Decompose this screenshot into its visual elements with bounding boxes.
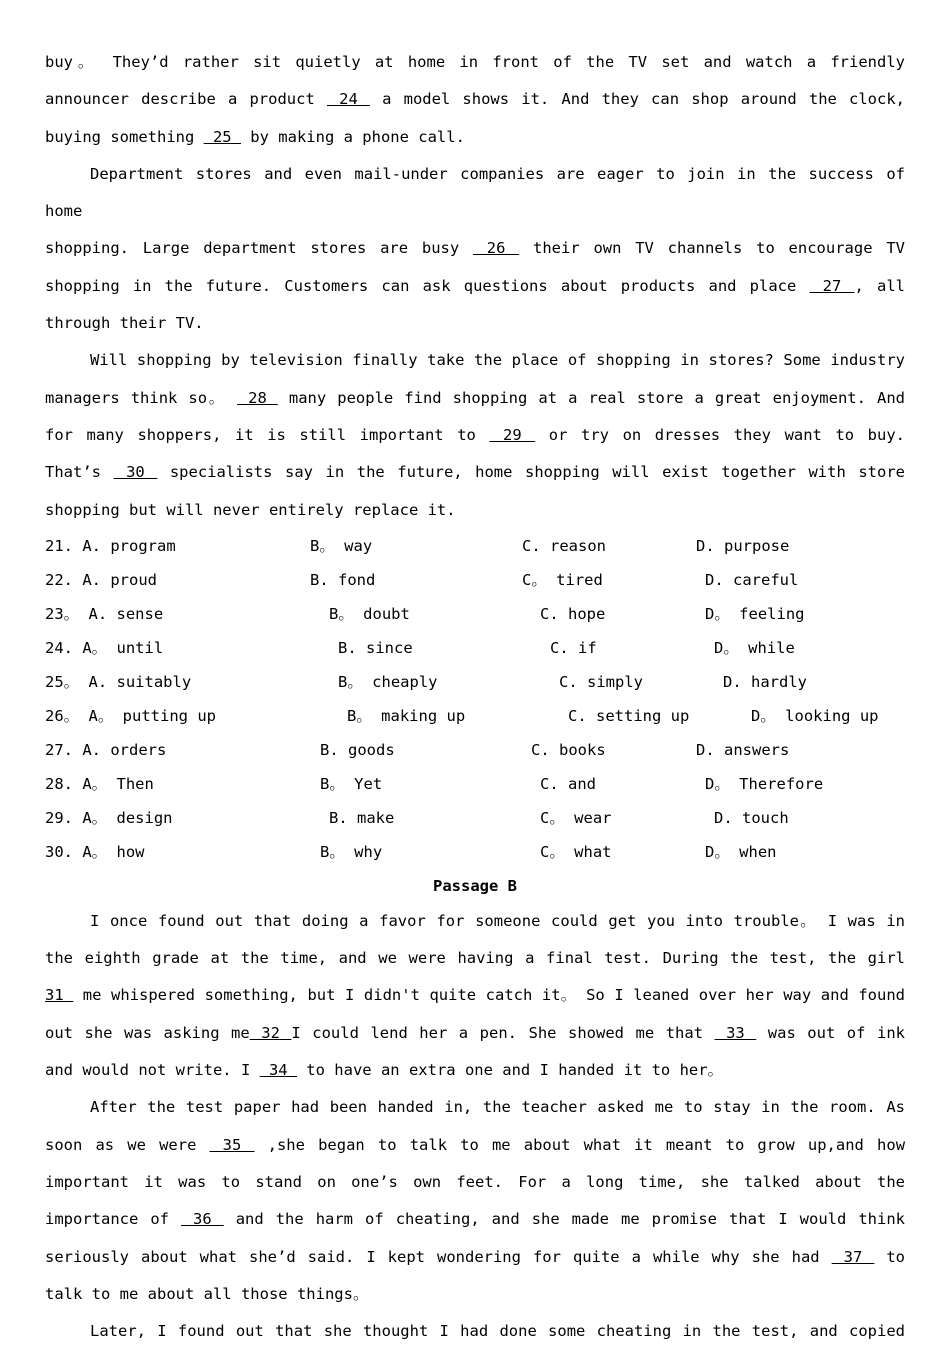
- text-line: importance of 36 and the harm of cheating, and she made me promise that I would think: [45, 1210, 905, 1229]
- blank-36: 36: [181, 1210, 224, 1229]
- blank-27: 27: [809, 276, 855, 295]
- passage-b-title: Passage B: [433, 876, 517, 895]
- passage-b-paragraph-1: [45, 903, 905, 1089]
- blank-24: 24: [326, 90, 370, 109]
- text-line: Department stores and even mail-under companies are eager to join in the success of home: [45, 164, 905, 221]
- text-line: After the test paper had been handed in, the teacher asked me to stay in the room. As: [90, 1098, 905, 1117]
- text-line: out she was asking me 32 I could lend her a pen. She showed me that 33 was out of ink: [45, 1023, 905, 1042]
- text-line: through their TV.: [45, 314, 204, 333]
- question-22: 22. A. proud B. fond C。 tired D. careful: [45, 570, 799, 589]
- question-30: 30. A。 how B。 why C。 what D。 when: [45, 842, 777, 861]
- text-line: soon as we were 35 ,she began to talk to me about what it meant to grow up,and how: [45, 1135, 906, 1154]
- text-line: important it was to stand on one’s own feet. For a long time, she talked about the: [45, 1172, 905, 1191]
- question-27: 27. A. orders B. goods C. books D. answers: [45, 740, 790, 759]
- question-29: 29. A。 design B. make C。 wear D. touch: [45, 808, 789, 827]
- passage-a-paragraph-1: [45, 44, 905, 156]
- blank-35: 35: [209, 1135, 255, 1154]
- blank-31: 31: [45, 986, 74, 1005]
- text-line: shopping in the future. Customers can ask questions about products and place 27 , all: [45, 276, 905, 295]
- question-25: 25。 A. suitably B。 cheaply C. simply D. hardly: [45, 672, 807, 691]
- blank-33: 33: [714, 1023, 757, 1042]
- text-line: That’s 30 specialists say in the future, home shopping will exist together with store: [45, 463, 905, 482]
- blank-29: 29: [489, 425, 536, 444]
- text-line: shopping. Large department stores are busy 26 their own TV channels to encourage TV: [45, 239, 905, 258]
- text-line: 31 me whispered something, but I didn't quite catch it。 So I leaned over her way and found: [45, 986, 905, 1005]
- passage-a-paragraph-3: [45, 342, 905, 528]
- blank-34: 34: [259, 1061, 297, 1080]
- blank-37: 37: [831, 1247, 875, 1266]
- text-line: Will shopping by television finally take the place of shopping in stores? Some industry: [90, 351, 905, 370]
- text-line: and would not write. I 34 to have an extra one and I handed it to her。: [45, 1061, 724, 1080]
- question-21: 21. A. program B。 way C. reason D. purpose: [45, 536, 790, 555]
- passage-b-paragraph-2: [45, 1089, 905, 1313]
- blank-26: 26: [472, 239, 520, 258]
- question-23: 23。 A. sense B。 doubt C. hope D。 feeling: [45, 604, 805, 623]
- question-24: 24. A。 until B. since C. if D。 while: [45, 638, 795, 657]
- text-line: buying something 25 by making a phone call.: [45, 127, 465, 146]
- text-line: for many shoppers, it is still important to 29 or try on dresses they want to buy.: [45, 425, 906, 444]
- question-28: 28. A。 Then B。 Yet C. and D。 Therefore: [45, 774, 824, 793]
- text-line: buy。 They’d rather sit quietly at home in front of the TV set and watch a friendly: [45, 53, 905, 71]
- text-line: seriously about what she’d said. I kept wondering for quite a while why she had 37 to: [45, 1247, 906, 1266]
- question-26: 26。 A。 putting up B。 making up C. setting up D。 looking up: [45, 706, 879, 725]
- question-list: [45, 529, 905, 869]
- document-page: [45, 44, 905, 1350]
- text-line: talk to me about all those things。: [45, 1284, 369, 1303]
- text-line: shopping but will never entirely replace it.: [45, 500, 456, 519]
- text-line: Later, I found out that she thought I had done some cheating in the test, and copied: [90, 1322, 905, 1341]
- text-line: managers think so。 28 many people find shopping at a real store a great enjoyment. And: [45, 388, 905, 407]
- blank-30: 30: [113, 463, 158, 482]
- passage-b-paragraph-3: [45, 1313, 905, 1350]
- passage-a-paragraph-2: [45, 156, 905, 342]
- blank-32: 32: [249, 1023, 292, 1042]
- text-line: I once found out that doing a favor for someone could get you into trouble。 I was in: [90, 911, 905, 930]
- text-line: the eighth grade at the time, and we were having a final test. During the test, the girl: [45, 949, 905, 968]
- blank-25: 25: [203, 127, 241, 146]
- blank-28: 28: [237, 388, 278, 407]
- text-line: announcer describe a product 24 a model shows it. And they can shop around the clock,: [45, 90, 906, 109]
